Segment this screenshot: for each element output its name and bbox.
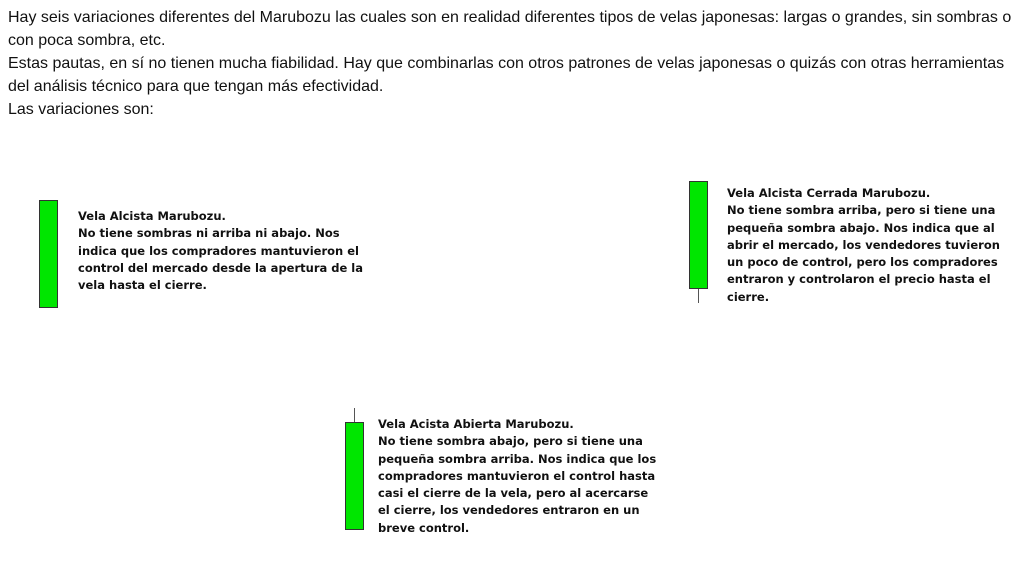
candle-body-opening-marubozu (345, 422, 364, 530)
caption-opening-marubozu (378, 416, 656, 537)
caption-line: compradores mantuvieron el control hasta (378, 468, 656, 483)
caption-line: entraron y controlaron el precio hasta el (727, 272, 991, 287)
caption-line: control del mercado desde la apertura de la (78, 260, 364, 275)
caption-line: casi el cierre de la vela, pero al acercarse (378, 486, 649, 501)
caption-line: vela hasta el cierre. (78, 278, 207, 293)
caption-line: No tiene sombra arriba, pero si tiene una (727, 203, 996, 218)
intro-paragraph-1: Hay seis variaciones diferentes del Marubozu las cuales son en realidad diferentes tipos de velas japonesas: largas o grandes, sin sombras o con poca sombra, etc. (8, 9, 1012, 49)
caption-line: No tiene sombras ni arriba ni abajo. Nos (78, 226, 340, 241)
caption-title: Vela Alcista Cerrada Marubozu. (727, 186, 931, 200)
intro-paragraph-2: Estas pautas, en sí no tienen mucha fiabilidad. Hay que combinarlas con otros patrones de velas japonesas o quizás con otras herramientas del análisis técnico para que tengan más efectividad. (8, 55, 1005, 95)
candle-body-bullish-marubozu (39, 200, 58, 308)
caption-title: Vela Alcista Marubozu. (78, 209, 226, 223)
caption-line: pequeña sombra abajo. Nos indica que al (727, 220, 995, 235)
caption-line: breve control. (378, 520, 470, 535)
candle-lower-wick-closing-marubozu (698, 289, 699, 303)
caption-line: abrir el mercado, los vendedores tuvieron (727, 237, 1000, 252)
caption-closing-marubozu (727, 185, 1000, 306)
caption-bullish-marubozu (78, 208, 363, 294)
candle-upper-wick-opening-marubozu (354, 408, 355, 423)
candle-body-closing-marubozu (689, 181, 708, 289)
caption-line: indica que los compradores mantuvieron el (78, 243, 359, 258)
caption-line: cierre. (727, 289, 770, 304)
caption-line: el cierre, los vendedores entraron en un (378, 503, 640, 518)
caption-line: un poco de control, pero los compradores (727, 255, 998, 270)
intro-paragraph-3: Las variaciones son: (8, 101, 154, 118)
intro-text (8, 6, 1018, 121)
caption-title: Vela Acista Abierta Marubozu. (378, 417, 574, 431)
caption-line: No tiene sombra abajo, pero si tiene una (378, 434, 643, 449)
caption-line: pequeña sombra arriba. Nos indica que los (378, 451, 657, 466)
